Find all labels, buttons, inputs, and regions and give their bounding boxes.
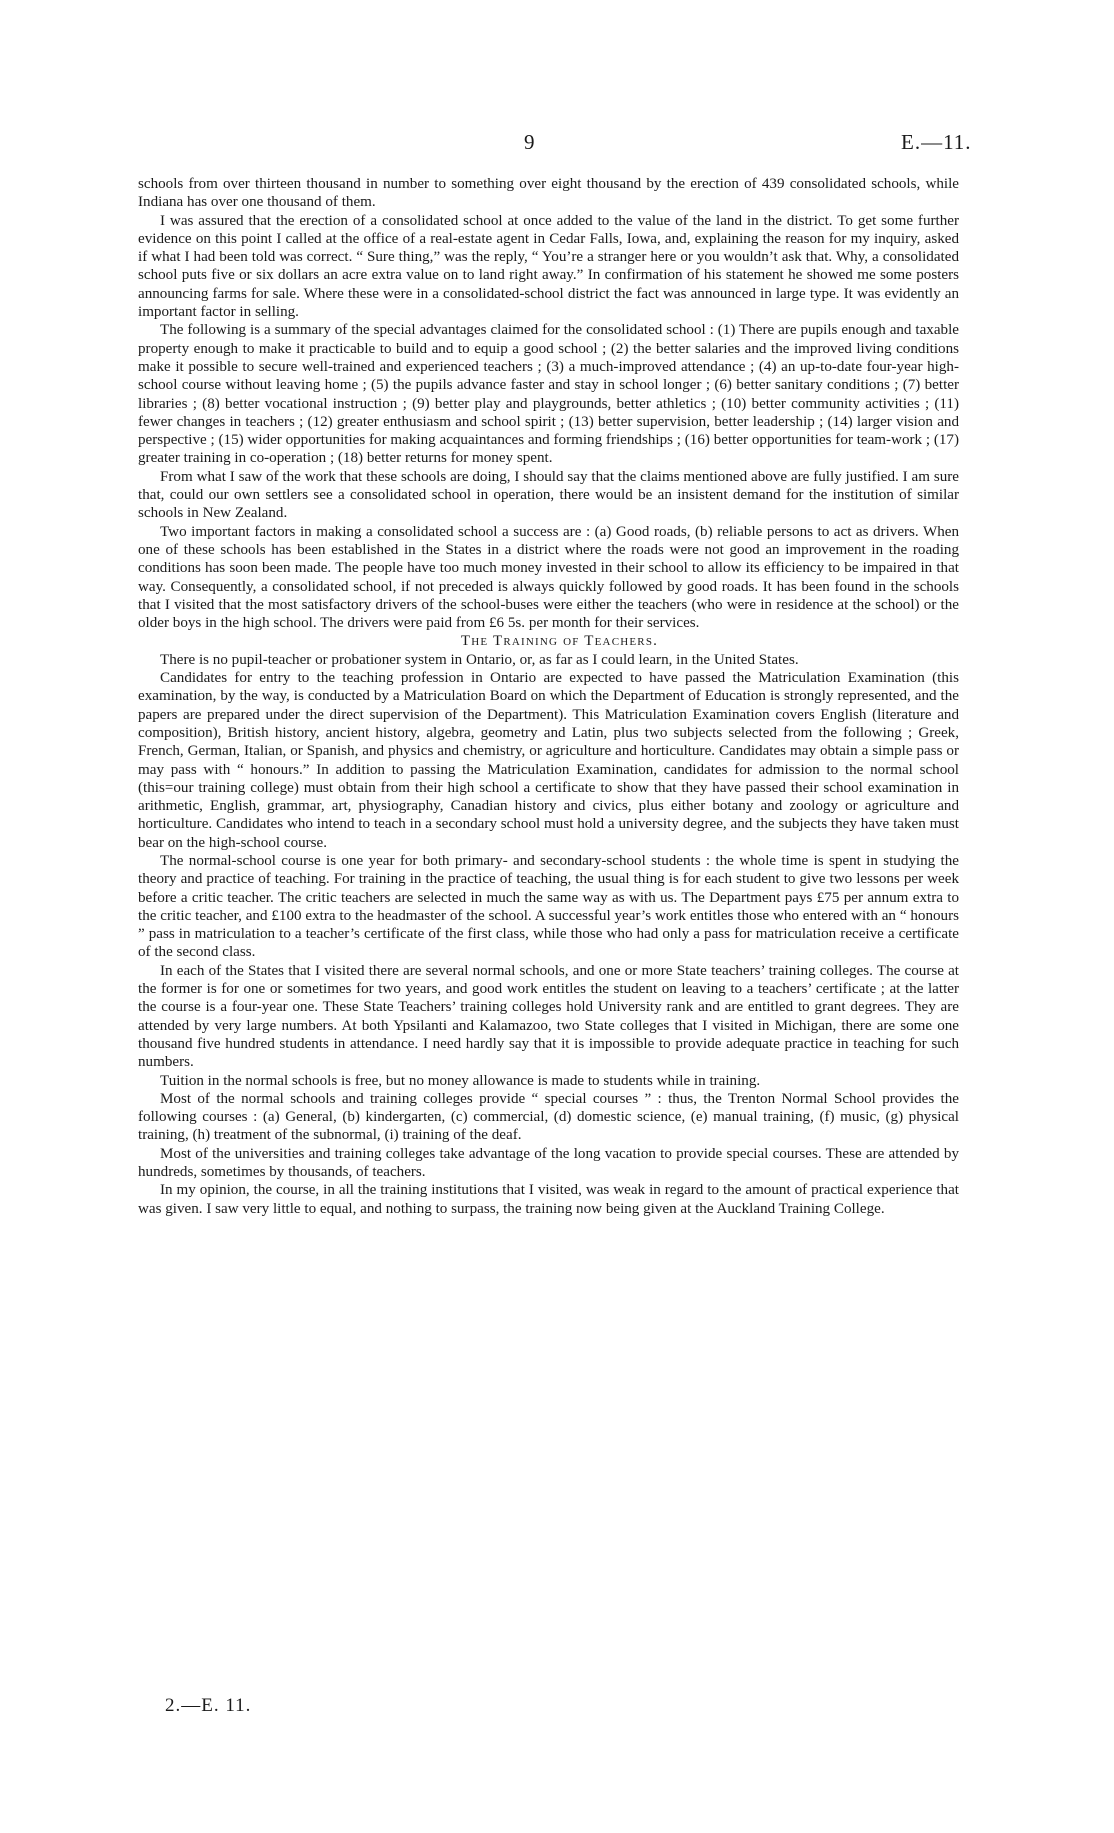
paragraph: The normal-school course is one year for both primary- and secondary-school students : the whole time is spent in studying the theory and practice of teaching. For training in the practice of teaching, the usual thing is for each student to give two lessons per week before a critic teacher. The critic teachers are selected in much the same way as with us. The Department pays £75 per annum extra to the critic teacher, and £100 extra to the headmaster of the school. A successful year’s work entitles those who entered with an “ honours ” pass in matriculation to a teacher’s certificate of the first class, while those who had only a pass for matriculation receive a certificate of the second class. (138, 852, 959, 961)
page-number: 9 (524, 130, 535, 154)
paragraph: I was assured that the erection of a consolidated school at once added to the value of the land in the district. To get some further evidence on this point I called at the office of a real-estate agent in Cedar Falls, Iowa, and, explaining the reason for my inquiry, asked if what I had been told was correct. “ Sure thing,” was the reply, “ You’re a stranger here or you wouldn’t ask that. Why, a consolidated school puts five or six dollars an acre extra value on to land right away.” In confirmation of his statement he showed me some posters announcing farms for sale. Where these were in a consolidated-school district the fact was announced in large type. It was evidently an important factor in selling. (138, 212, 959, 321)
paragraph: From what I saw of the work that these schools are doing, I should say that the claims mentioned above are fully justified. I am sure that, could our own settlers see a consolidated school in operation, there would be an insistent demand for the institution of similar schools in New Zealand. (138, 468, 959, 522)
paragraph: Most of the normal schools and training colleges provide “ special courses ” : thus, the Trenton Normal School provides the following courses : (a) General, (b) kindergarten, (c) commercial, (d) domestic science, (e) manual training, (f) music, (g) physical training, (h) treatment of the subnormal, (i) training of the deaf. (138, 1090, 959, 1144)
paragraph: Most of the universities and training colleges take advantage of the long vacation to provide special courses. These are attended by hundreds, sometimes by thousands, of teachers. (138, 1145, 959, 1181)
section-heading: The Training of Teachers. (460, 633, 659, 650)
paragraph: schools from over thirteen thousand in number to something over eight thousand by the erection of 439 consolidated schools, while Indiana has over one thousand of them. (138, 176, 959, 211)
paragraph: There is no pupil-teacher or probationer system in Ontario, or, as far as I could learn, in the United States. (160, 651, 799, 668)
signature-mark: 2.—E. 11. (165, 1695, 252, 1716)
document-reference: E.—11. (901, 130, 972, 154)
paragraph: Candidates for entry to the teaching profession in Ontario are expected to have passed the Matriculation Examination (this examination, by the way, is conducted by a Matriculation Board on which the Department of Education is strongly represented, and the papers are prepared under the direct supervision of the Department). This Matriculation Examination covers English (literature and composition), British history, ancient history, algebra, geometry and Latin, plus two subjects selected from the following ; Greek, French, German, Italian, or Spanish, and physics and chemistry, or agriculture and horticulture. Candidates may obtain a simple pass or may pass with “ honours.” In addition to passing the Matriculation Examination, candidates for admission to the normal school (this=our training college) must obtain from their high school a certificate to show that they have passed their school examination in arithmetic, English, grammar, art, physiography, Canadian history and civics, plus either botany and zoology or agriculture and horticulture. Candidates who intend to teach in a secondary school must hold a university degree, and the subjects they have taken must bear on the high-school course. (138, 670, 959, 851)
paragraph: Two important factors in making a consolidated school a success are : (a) Good roads, (b) reliable persons to act as drivers. When one of these schools has been established in the States in a district where the roads were not good an improvement in the roading conditions has soon been made. The people have too much money invested in their school to allow its efficiency to be impaired in that way. Consequently, a consolidated school, if not preceded is always quickly followed by good roads. It has been found in the schools that I visited that the most satisfactory drivers of the school-buses were either the teachers (who were in residence at the school) or the older boys in the high school. The drivers were paid from £6 5s. per month for their services. (138, 523, 959, 632)
paragraph: In each of the States that I visited there are several normal schools, and one or more State teachers’ training colleges. The course at the former is for one or sometimes for two years, and good work entitles the student on leaving to a teachers’ certificate ; at the latter the course is a four-year one. These State Teachers’ training colleges hold University rank and are entitled to grant degrees. They are attended by very large numbers. At both Ypsilanti and Kalamazoo, two State colleges that I visited in Michigan, there are some one thousand five hundred students in attendance. I need hardly say that it is impossible to provide adequate practice in teaching for such numbers. (138, 962, 959, 1071)
body-text (138, 175, 959, 1218)
paragraph: In my opinion, the course, in all the training institutions that I visited, was weak in regard to the amount of practical experience that was given. I saw very little to equal, and nothing to surpass, the training now being given at the Auckland Training College. (138, 1182, 959, 1217)
paragraph: The following is a summary of the special advantages claimed for the consolidated school : (1) There are pupils enough and taxable property enough to make it practicable to build and to equip a good school ; (2) the better salaries and the improved living conditions make it possible to secure well-trained and experienced teachers ; (3) a much-improved attendance ; (4) an up-to-date four-year high-school course without leaving home ; (5) the pupils advance faster and stay in school longer ; (6) better sanitary conditions ; (7) better libraries ; (8) better vocational instruction ; (9) better play and playgrounds, better athletics ; (10) better community activities ; (11) fewer changes in teachers ; (12) greater enthusiasm and school spirit ; (13) better supervision, better leadership ; (14) larger vision and perspective ; (15) wider opportunities for making acquaintances and forming friendships ; (16) better opportunities for team-work ; (17) greater training in co-operation ; (18) better returns for money spent. (138, 322, 959, 467)
paragraph: Tuition in the normal schools is free, but no money allowance is made to students while in training. (160, 1072, 761, 1089)
